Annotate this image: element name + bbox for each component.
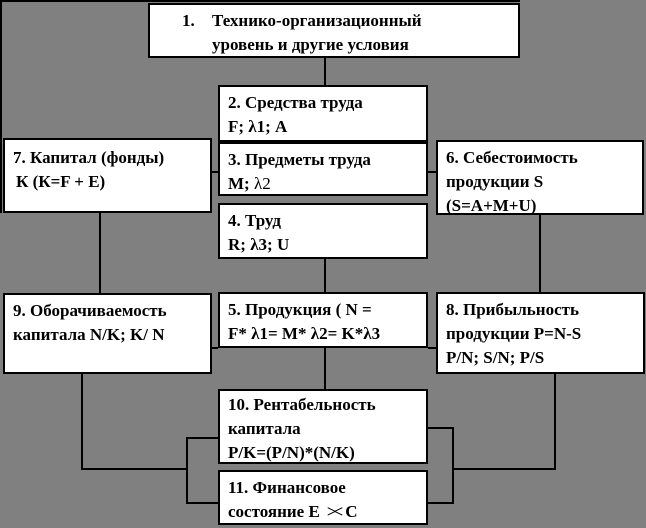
node-6-line-3: (S=A+M+U) <box>446 196 537 215</box>
greater-less-symbol: >< <box>326 502 341 521</box>
connector-right-bus <box>452 427 454 504</box>
connector-left-to-box11 <box>186 502 218 504</box>
node-4-labor <box>218 203 428 259</box>
node-5-production <box>218 292 428 348</box>
node-5-line-1: 5. Продукция ( N = <box>228 300 372 319</box>
node-10-return-on-capital <box>218 389 428 464</box>
node-10-line-2: капитала <box>228 419 301 438</box>
connector-box5-box10 <box>324 348 326 389</box>
connector-box9-down <box>81 374 83 470</box>
node-8-line-2: продукции P=N-S <box>446 324 582 343</box>
node-4-line-1: 4. Труд <box>228 211 281 230</box>
node-1-tech-org-level <box>148 3 520 58</box>
node-1-line-1: Технико-организационный <box>212 11 422 30</box>
node-6-line-2: продукции S <box>446 172 544 191</box>
node-7-capital-funds <box>3 138 212 213</box>
node-1-line-2: уровень и другие условия <box>212 35 409 54</box>
connector-box8-horizontal <box>452 468 556 470</box>
node-2-means-of-labor <box>218 85 428 142</box>
node-7-line-2: К (К=F + E) <box>16 172 106 191</box>
node-11-line-2: состояние Е >< С <box>228 502 358 521</box>
connector-box7-box9 <box>99 213 101 293</box>
node-5-line-2: F* λ1= M* λ2= K*λ3 <box>228 324 381 343</box>
node-11-financial-state <box>218 470 428 525</box>
node-8-line-1: 8. Прибыльность <box>446 300 579 319</box>
node-2-line-2: F; λ1; A <box>228 117 288 136</box>
node-8-profitability-of-products <box>436 292 645 374</box>
node-3-line-1: 3. Предметы труда <box>228 150 371 169</box>
node-9-line-1: 9. Оборачиваемость <box>13 301 167 320</box>
node-3-line-2: M; λ2 <box>228 174 271 193</box>
frame-border-left <box>0 0 2 213</box>
connector-right-to-box11 <box>428 502 454 504</box>
connector-box9-horizontal <box>81 468 188 470</box>
node-11-line-1: 11. Финансовое <box>228 478 346 497</box>
connector-left-to-box10 <box>186 437 218 439</box>
node-9-line-2: капитала N/K; K/ N <box>13 325 165 344</box>
connector-left-bus <box>186 437 188 504</box>
connector-box8-down <box>554 374 556 470</box>
connector-box1-box2 <box>324 58 326 85</box>
node-1-number: 1. <box>182 11 195 30</box>
node-2-line-1: 2. Средства труда <box>228 93 363 112</box>
node-4-line-2: R; λ3; U <box>228 235 290 254</box>
node-6-line-1: 6. Себестоимость <box>446 148 578 167</box>
connector-box4-box5 <box>324 259 326 292</box>
node-7-line-1: 7. Капитал (фонды) <box>13 148 165 167</box>
connector-right-to-box10 <box>428 427 454 429</box>
node-8-line-3: P/N; S/N; P/S <box>446 348 545 367</box>
connector-box5-box8 <box>428 347 436 349</box>
node-9-capital-turnover <box>3 293 212 374</box>
node-10-line-1: 10. Рентабельность <box>228 395 376 414</box>
frame-border-top <box>0 0 520 2</box>
node-3-objects-of-labor <box>218 142 428 196</box>
node-6-cost-of-production <box>436 140 644 215</box>
connector-box6-box8 <box>539 215 541 292</box>
connector-box3-box6 <box>428 171 436 173</box>
node-10-line-3: P/K=(P/N)*(N/K) <box>228 443 355 462</box>
